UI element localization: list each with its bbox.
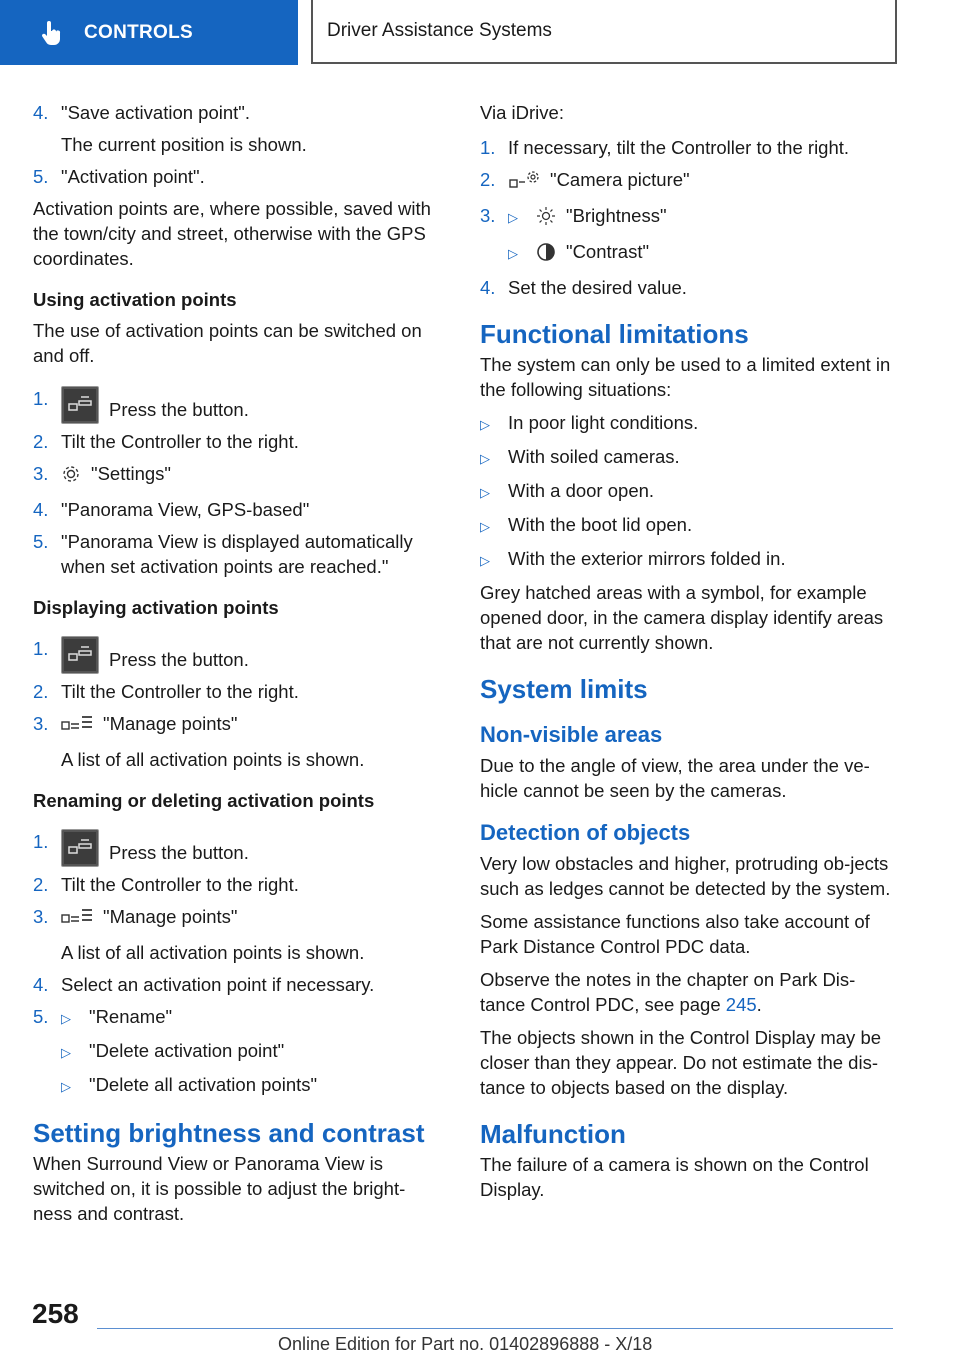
list-item: 3. "Manage points" (33, 711, 443, 740)
list-item: 5. ▷ "Rename" (33, 1004, 443, 1031)
list-item: 2. "Camera picture" (480, 167, 900, 196)
list-note: The current position is shown. (61, 134, 307, 155)
list-item: 4. "Panorama View, GPS-based" (33, 499, 310, 520)
list-item: 1. Press the button. (33, 829, 443, 867)
paragraph: Via iDrive: (480, 102, 564, 123)
bullet-icon: ▷ (480, 485, 490, 500)
paragraph: The system can only be used to a limited extent in the following situations: (480, 354, 891, 400)
gear-icon (61, 464, 81, 490)
list-item: 5. "Panorama View is displayed automatically when set activation points are reached." (33, 531, 413, 577)
bullet-icon: ▷ (61, 1045, 71, 1060)
brightness-icon (536, 206, 556, 232)
chapter-title: Driver Assistance Systems (327, 20, 552, 41)
subheading: Renaming or deleting activation points (33, 790, 375, 811)
section-heading: Malfunction (480, 1119, 626, 1149)
paragraph: When Surround View or Panorama View is switched on, it is possible to adjust the bright‐ness and contrast. (33, 1153, 406, 1224)
subsection-heading: Non-visible areas (480, 722, 663, 747)
list-item: 4. Select an activation point if necessary. (33, 974, 375, 995)
bullet-icon: ▷ (480, 417, 490, 432)
bullet-icon: ▷ (480, 519, 490, 534)
list-item: 3. ▷ "Brightness" (480, 203, 900, 232)
list-item: 1. Press the button. (33, 636, 443, 674)
list-item: ▷ With soiled cameras. (480, 444, 900, 471)
camera-button-icon (61, 829, 99, 867)
bullet-icon: ▷ (480, 451, 490, 466)
bullet-icon: ▷ (61, 1079, 71, 1094)
list-item: 4. "Save activation point". (33, 102, 250, 123)
page-link[interactable]: 245 (725, 994, 757, 1015)
list-item: 1. If necessary, tilt the Controller to the right. (480, 137, 850, 158)
list-item: ▷ With the boot lid open. (480, 512, 900, 539)
subheading: Using activation points (33, 289, 237, 310)
hand-icon (38, 19, 66, 47)
list-item: ▷ "Contrast" (480, 239, 900, 268)
paragraph: Very low obstacles and higher, protruding ob‐jects such as ledges cannot be detected by the system. (480, 853, 891, 899)
camera-button-icon (61, 636, 99, 674)
camera-settings-icon (508, 170, 540, 196)
bullet-icon: ▷ (508, 246, 518, 261)
section-title: CONTROLS (84, 21, 194, 43)
bullet-icon: ▷ (61, 1011, 71, 1026)
list-item: 5. "Activation point". (33, 166, 205, 187)
list-item: ▷ In poor light conditions. (480, 410, 900, 437)
contrast-icon (536, 242, 556, 268)
bullet-icon: ▷ (480, 553, 490, 568)
list-item: ▷ With a door open. (480, 478, 900, 505)
manage-points-icon (61, 714, 93, 740)
footer-edition: Online Edition for Part no. 01402896888 - X/18 (278, 1334, 653, 1354)
page-number: 258 (32, 1298, 79, 1329)
list-item: 2. Tilt the Controller to the right. (33, 431, 299, 452)
list-item: 1. Press the button. (33, 386, 443, 424)
section-tab (0, 0, 298, 65)
camera-button-icon (61, 386, 99, 424)
subheading: Displaying activation points (33, 597, 279, 618)
paragraph: Due to the angle of view, the area under the ve‐hicle cannot be seen by the cameras. (480, 755, 870, 801)
section-heading: Setting brightness and contrast (33, 1118, 425, 1148)
section-heading: Functional limitations (480, 319, 749, 349)
bullet-icon: ▷ (508, 210, 518, 225)
paragraph: Activation points are, where possible, saved with the town/city and street, otherwise with the GPS coordinates. (33, 198, 431, 269)
list-item: ▷ "Delete activation point" (33, 1038, 443, 1065)
list-note: A list of all activation points is shown. (61, 942, 365, 963)
paragraph: Observe the notes in the chapter on Park Dis‐tance Control PDC, see page 245. (480, 969, 856, 1015)
paragraph: The use of activation points can be switched on and off. (33, 320, 422, 366)
list-item: 4. Set the desired value. (480, 277, 687, 298)
manage-points-icon (61, 907, 93, 933)
list-item: ▷ With the exterior mirrors folded in. (480, 546, 900, 573)
list-note: A list of all activation points is shown. (61, 749, 365, 770)
left-column (33, 100, 443, 1234)
footer-divider (97, 1328, 893, 1329)
list-item: 3. "Settings" (33, 461, 443, 490)
list-item: ▷ "Delete all activation points" (33, 1072, 443, 1099)
list-item: 3. "Manage points" (33, 904, 443, 933)
list-item: 2. Tilt the Controller to the right. (33, 874, 299, 895)
paragraph: The objects shown in the Control Display may be closer than they appear. Do not estimate the dis‐tance to objects based on the display. (480, 1027, 882, 1098)
subsection-heading: Detection of objects (480, 820, 691, 845)
paragraph: Some assistance functions also take account of Park Distance Control PDC data. (480, 911, 870, 957)
paragraph: Grey hatched areas with a symbol, for example opened door, in the camera display identify areas that are not currently shown. (480, 582, 884, 653)
section-heading: System limits (480, 674, 648, 704)
right-column (480, 100, 900, 1210)
list-item: 2. Tilt the Controller to the right. (33, 681, 299, 702)
chapter-box (311, 0, 897, 64)
paragraph: The failure of a camera is shown on the Control Display. (480, 1154, 869, 1200)
